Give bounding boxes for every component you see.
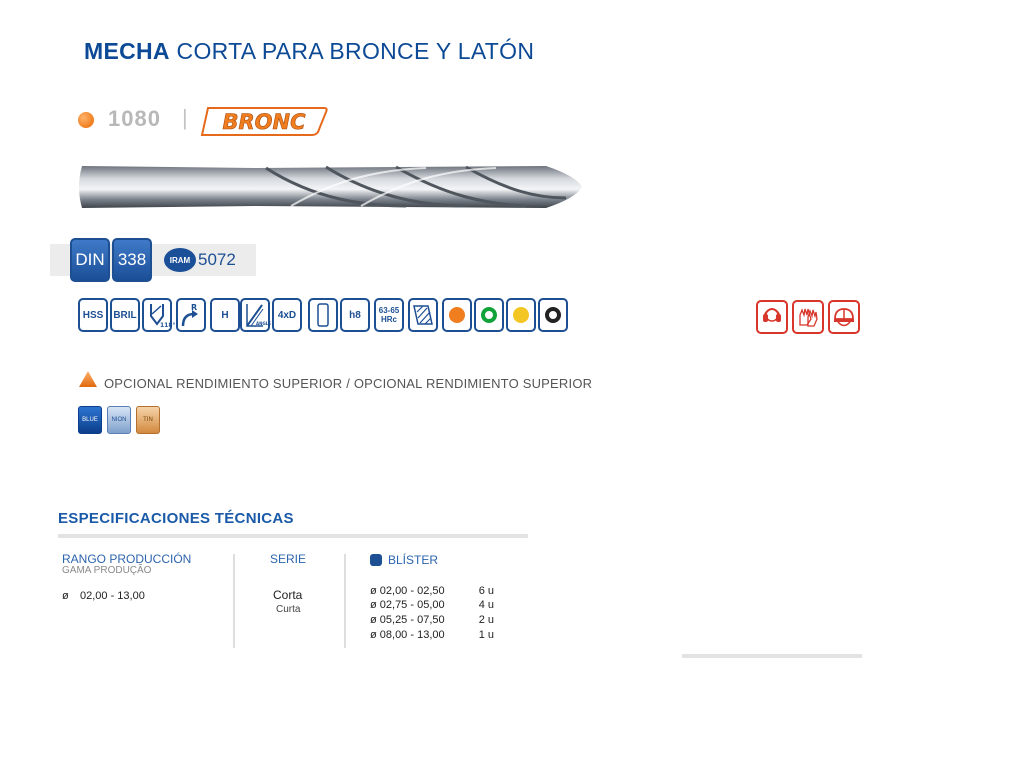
svg-text:R: R <box>191 303 198 312</box>
svg-text:118°: 118° <box>160 322 176 329</box>
column-divider <box>344 554 346 648</box>
iram-logo: IRAM <box>164 248 196 272</box>
column-divider <box>233 554 235 648</box>
blister-icon <box>370 554 382 566</box>
series-value-pt: Curta <box>276 604 301 615</box>
coating-nion-badge: NION <box>107 406 131 434</box>
range-symbol: ø <box>62 590 69 602</box>
color-code-yellow <box>506 298 536 332</box>
flute-helix-icon <box>240 298 270 332</box>
iram-number: 5072 <box>198 250 236 269</box>
coating-tin-badge: TIN <box>136 406 160 434</box>
color-code-green <box>474 298 504 332</box>
4xd-icon: 4xD <box>272 298 302 332</box>
svg-text:ANGLE: ANGLE <box>256 321 272 326</box>
drill-point-icon <box>142 298 176 332</box>
hardness-icon: 63-65 HRc <box>374 298 404 332</box>
range-header: RANGO PRODUCCIÓN <box>62 552 192 566</box>
title-bold: MECHA <box>84 38 170 64</box>
type-h-icon: H <box>210 298 240 332</box>
gloves-icon <box>792 300 824 334</box>
blister-header: BLÍSTER <box>388 553 439 567</box>
din-number-badge: 338 <box>112 238 152 282</box>
side-divider <box>682 654 862 658</box>
color-code-black <box>538 298 568 332</box>
code-dot-icon <box>78 112 94 128</box>
range-value: 02,00 - 13,00 <box>80 590 145 602</box>
brand-logo-text: BRONC <box>222 110 306 134</box>
coating-blue-badge: BLUE <box>78 406 102 434</box>
din-badge: DIN <box>70 238 110 282</box>
specs-title: ESPECIFICACIONES TÉCNICAS <box>58 510 294 527</box>
series-value: Corta <box>273 588 303 602</box>
h8-icon: h8 <box>340 298 370 332</box>
optional-performance-text: OPCIONAL RENDIMIENTO SUPERIOR / OPCIONAL RENDIMIENTO SUPERIOR <box>104 376 593 391</box>
series-header: SERIE <box>270 552 307 566</box>
specs-divider <box>58 534 528 538</box>
blister-row: ø 02,00 - 02,50 6 u <box>370 585 494 597</box>
helmet-icon <box>828 300 860 334</box>
ear-protection-icon <box>756 300 788 334</box>
color-code-orange <box>442 298 472 332</box>
drill-image <box>76 160 582 216</box>
hss-icon: HSS <box>78 298 108 332</box>
range-header-pt: GAMA PRODUÇÃO <box>62 565 152 576</box>
ground-finish-icon <box>408 298 438 332</box>
bril-icon: BRIL <box>110 298 140 332</box>
title-rest: CORTA PARA BRONCE Y LATÓN <box>176 38 535 64</box>
right-cut-arrow-icon <box>176 298 206 332</box>
optional-triangle-icon <box>78 370 98 388</box>
blister-row: ø 02,75 - 05,00 4 u <box>370 599 494 611</box>
brand-logo <box>200 104 330 138</box>
blister-row: ø 08,00 - 13,00 1 u <box>370 629 494 641</box>
product-code: 1080 <box>108 106 161 131</box>
blister-row: ø 05,25 - 07,50 2 u <box>370 614 494 626</box>
code-separator: | <box>182 105 188 130</box>
straight-shank-icon <box>308 298 338 332</box>
page-title <box>84 38 534 65</box>
